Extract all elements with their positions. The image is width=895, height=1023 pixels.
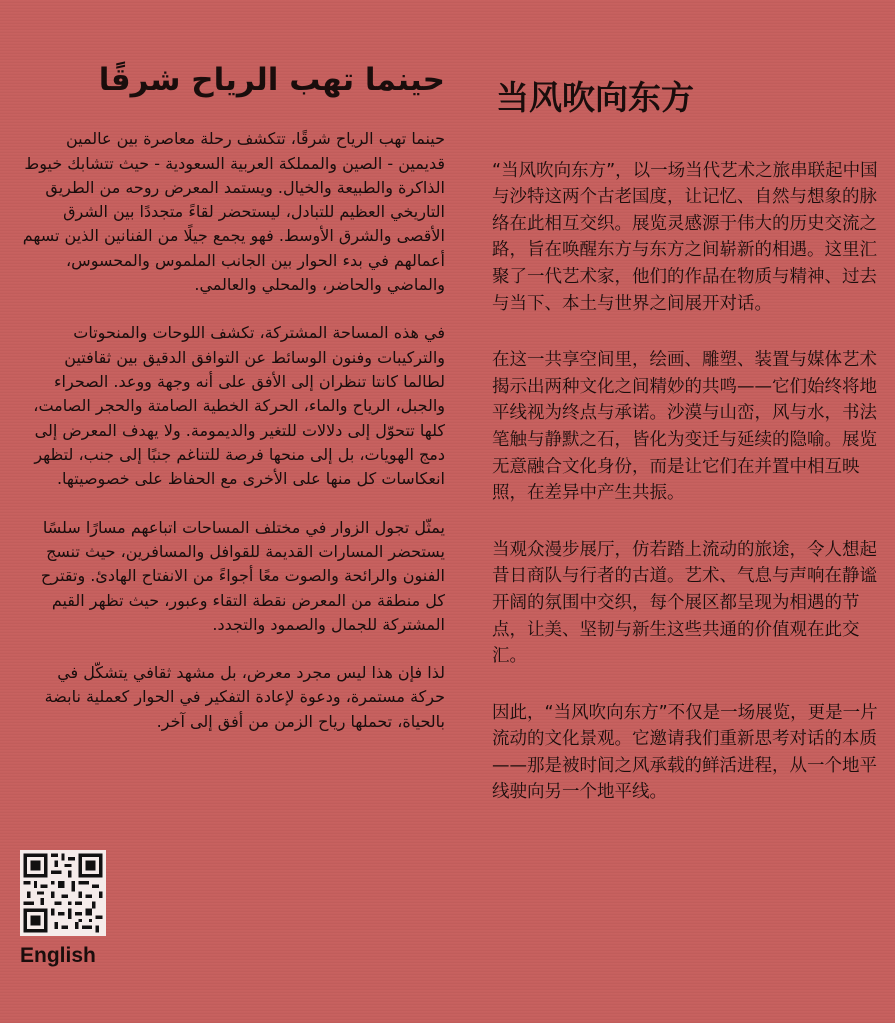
arabic-title: حينما تهب الرياح شرقًا (98, 62, 445, 98)
chinese-paragraph-4: 因此，“当风吹向东方”不仅是一场展览，更是一片流动的文化景观。它邀请我们重新思考对话的本质——那是被时间之风承载的鲜活进程，从一个地平线驶向另一个地平线。 (492, 702, 878, 803)
chinese-paragraph-2: 在这一共享空间里，绘画、雕塑、装置与媒体艺术揭示出两种文化之间精妙的共鸣——它们始终将地平线视为终点与承诺。沙漠与山峦，风与水，书法笔触与静默之石，皆化为变迁与延续的隐喻。展览无意融合文化身份，而是让它们在并置中相互映照，在差异中产生共振。 (492, 350, 877, 504)
chinese-title: 当风吹向东方 (496, 78, 694, 117)
chinese-paragraph-3: 当观众漫步展厅，仿若踏上流动的旅途，令人想起昔日商队与行者的古道。艺术、气息与声响在静谧开阔的氛围中交织，每个展区都呈现为相遇的节点，让美、坚韧与新生这些共通的价值观在此交汇。 (492, 539, 877, 667)
arabic-paragraph-3: يمثّل تجول الزوار في مختلف المساحات اتباعهم مسارًا سلسًا يستحضر المسارات القديمة للقوافل والمسافرين، حيث تنسج الفنون والرائحة والصوت معًا أجواءً من الانفتاح الهادئ. وتقترح كل منطقة من المعرض نقطة التقاء وعبور، حيث تظهر القيم المشتركة للجمال والصمود والتجدد. (40, 517, 445, 634)
chinese-column (492, 78, 884, 836)
arabic-paragraph-4: لذا فإن هذا ليس مجرد معرض، بل مشهد ثقافي يتشكّل في حركة مستمرة، ودعوة لإعادة التفكير في الحوار كعملية نابضة بالحياة، تحملها رياح الزمن من أفق إلى آخر. (44, 663, 445, 731)
arabic-column (20, 62, 445, 758)
arabic-paragraph-1: حينما تهب الرياح شرقًا، تتكشف رحلة معاصرة بين عالمين قديمين - الصين والمملكة العربية السعودية - حيث تتشابك خيوط الذاكرة والطبيعة والخيال. ويستمد المعرض روحه من الطريق التاريخي العظيم للتبادل، ليستحضر لقاءً متجددًا بين الشرق الأقصى والشرق الأوسط. فهو يجمع جيلًا من الفنانين الذين تسهم أعمالهم في بدء الحوار بين الجانب الملموس والمحسوس، والماضي والحاضر، والمحلي والعالمي. (22, 129, 445, 295)
chinese-paragraph-1: “当风吹向东方”，以一场当代艺术之旅串联起中国与沙特这两个古老国度，让记忆、自然与想象的脉络在此相互交织。展览灵感源于伟大的历史交流之路，旨在唤醒东方与东方之间崭新的相遇。这里汇聚了一代艺术家，他们的作品在物质与精神、过去与当下、本土与世界之间展开对话。 (492, 160, 878, 314)
qr-code-icon[interactable] (20, 850, 106, 936)
english-language-link[interactable]: English (20, 944, 96, 967)
arabic-paragraph-2: في هذه المساحة المشتركة، تكشف اللوحات والمنحوتات والتركيبات وفنون الوسائط عن التوافق الدقيق بين ثقافتين لطالما كانتا تنظران إلى الأفق على أنه وجهة ووعد. الصحراء والجبل، الرياح والماء، الحركة الخطية الصامتة والحجر الصامت، كلها تتحوّل إلى دلالات للتغير والديمومة. ولا يهدف المعرض إلى دمج الهويات، بل إلى منحها فرصة للتناغم جنبًا إلى جنب، لتظهر انعكاسات كل منها على الأخرى مع الحفاظ على خصوصيتها. (33, 323, 445, 489)
english-qr-block[interactable] (20, 850, 106, 968)
